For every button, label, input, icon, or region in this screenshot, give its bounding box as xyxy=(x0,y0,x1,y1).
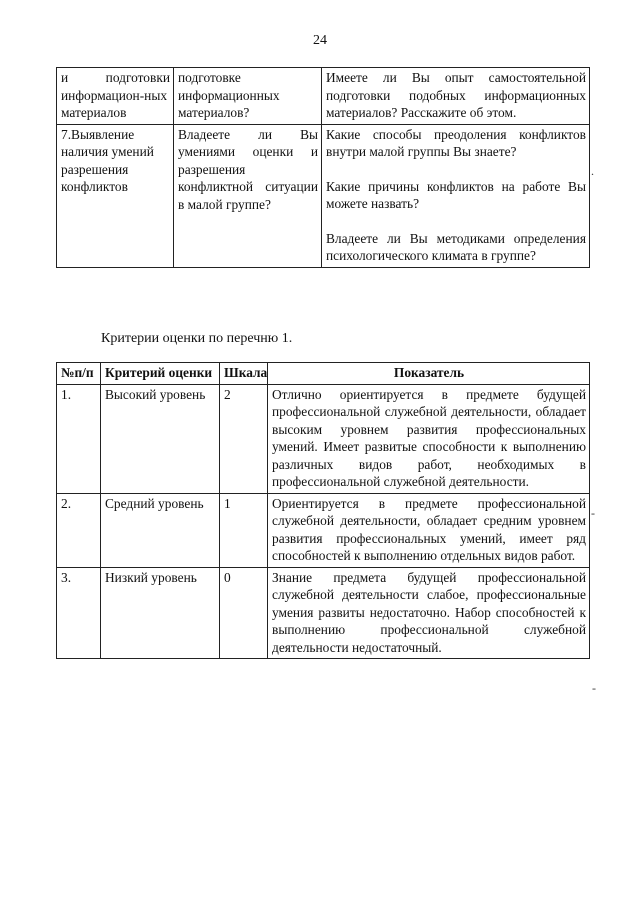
table-row xyxy=(57,124,590,267)
column-header: №п/п xyxy=(57,363,101,385)
row-number: 2. xyxy=(57,493,101,567)
row-number: 1. xyxy=(57,384,101,493)
scale-cell: 0 xyxy=(220,567,268,659)
indicator-cell: Знание предмета будущей профессиональной служебной деятельности слабое, профессиональные умения развиты недостаточно. Набор способностей к выполнению профессиональной служебной деятельности недостаточный. xyxy=(268,567,590,659)
table-caption: Критерии оценки по перечню 1. xyxy=(101,331,293,346)
table-cell xyxy=(322,68,590,125)
column-header: Критерий оценки xyxy=(101,363,220,385)
column-header: Показатель xyxy=(268,363,590,385)
table-row xyxy=(57,68,590,125)
row-number: 3. xyxy=(57,567,101,659)
margin-mark: - xyxy=(591,506,595,520)
margin-mark: - xyxy=(592,681,596,695)
question-text: Какие причины конфликтов на работе Вы можете назвать? xyxy=(326,178,586,211)
question-text: Имеете ли Вы опыт самостоятельной подготовки подобных информационных материалов? Расскажите об этом. xyxy=(326,70,586,120)
criteria-table xyxy=(56,362,590,659)
table-row xyxy=(57,567,590,659)
table-header-row xyxy=(57,363,590,385)
page-number: 24 xyxy=(313,33,327,48)
table-cell: и подготовки информацион-ных материалов xyxy=(57,68,174,125)
table-cell: Владеете ли Вы умениями оценки и разрешения конфликтной ситуации в малой группе? xyxy=(174,124,322,267)
table-cell: 7.Выявление наличия умений разрешения конфликтов xyxy=(57,124,174,267)
indicator-cell: Отлично ориентируется в предмете будущей профессиональной служебной деятельности, обладает высоким уровнем развития профессиональных умений. Имеет развитые способности к выполнению различных видов работ, необходимых в профессиональной служебной деятельности. xyxy=(268,384,590,493)
column-header: Шкала xyxy=(220,363,268,385)
table-row xyxy=(57,384,590,493)
criterion-cell: Средний уровень xyxy=(101,493,220,567)
margin-mark: . xyxy=(591,164,594,178)
table-row xyxy=(57,493,590,567)
criterion-cell: Низкий уровень xyxy=(101,567,220,659)
questions-table xyxy=(56,67,590,268)
question-text: Владеете ли Вы методиками определения психологического климата в группе? xyxy=(326,230,586,263)
criterion-cell: Высокий уровень xyxy=(101,384,220,493)
table-cell: подготовке информационных материалов? xyxy=(174,68,322,125)
table-cell xyxy=(322,124,590,267)
scale-cell: 2 xyxy=(220,384,268,493)
question-text: Какие способы преодоления конфликтов внутри малой группы Вы знаете? xyxy=(326,126,586,159)
scale-cell: 1 xyxy=(220,493,268,567)
indicator-cell: Ориентируется в предмете профессиональной служебной деятельности, обладает средним уровнем развития профессиональных умений, имеет ряд способностей к выполнению отдельных видов работ. xyxy=(268,493,590,567)
